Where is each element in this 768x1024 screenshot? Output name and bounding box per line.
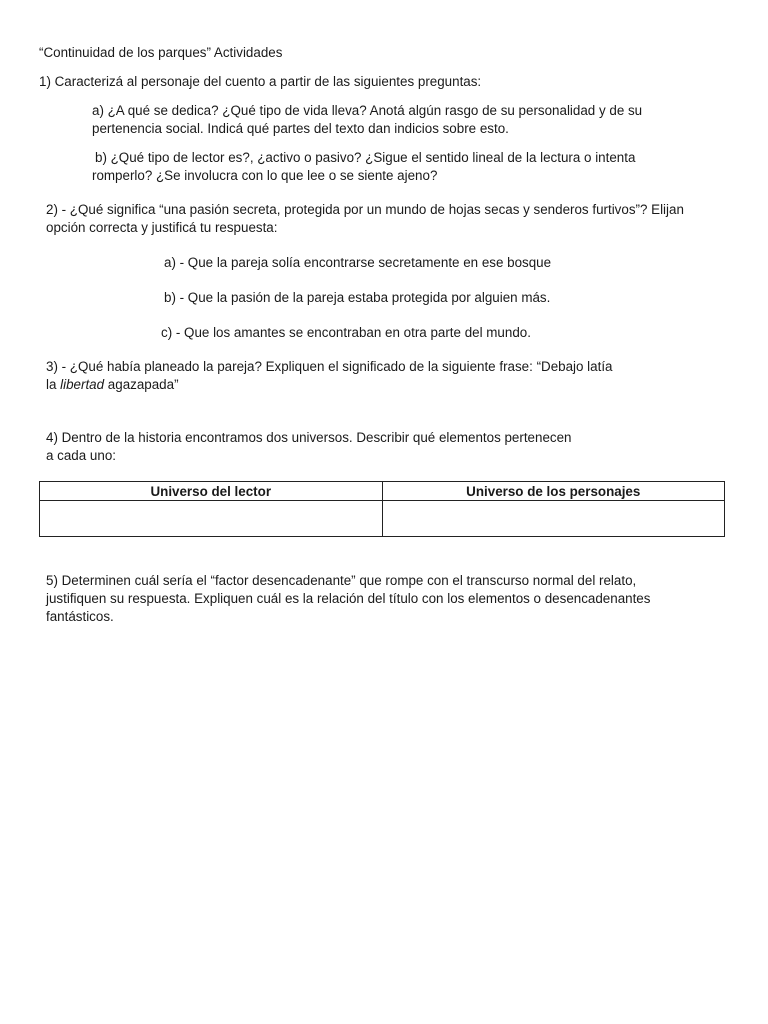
question-1b-line-2: romperlo? ¿Se involucra con lo que lee o se siente ajeno? xyxy=(92,168,438,183)
question-3 xyxy=(46,358,613,394)
question-5-line-1: 5) Determinen cuál sería el “factor desencadenante” que rompe con el transcurso normal del relato, xyxy=(46,573,637,588)
question-5 xyxy=(46,572,650,626)
question-4-line-2: a cada uno: xyxy=(46,448,116,463)
question-5-line-3: fantásticos. xyxy=(46,609,114,624)
universes-table xyxy=(39,481,725,537)
question-4 xyxy=(46,429,572,465)
question-3-italic-word: libertad xyxy=(60,377,105,392)
question-3-line-2-start: la xyxy=(46,377,61,392)
question-1b xyxy=(92,149,636,185)
header-universo-personajes: Universo de los personajes xyxy=(382,482,725,501)
header-universo-lector: Universo del lector xyxy=(40,482,383,501)
universes-table-answer-row xyxy=(40,501,725,537)
question-5-line-2: justifiquen su respuesta. Expliquen cuál es la relación del título con los elementos o desencadenantes xyxy=(46,591,651,606)
question-1a xyxy=(92,102,642,138)
question-1a-line-2: pertenencia social. Indicá qué partes del texto dan indicios sobre esto. xyxy=(92,121,509,136)
question-1a-line-1: a) ¿A qué se dedica? ¿Qué tipo de vida lleva? Anotá algún rasgo de su personalidad y de su xyxy=(92,103,643,118)
question-2-option-a: a) - Que la pareja solía encontrarse secretamente en ese bosque xyxy=(164,255,552,270)
question-3-line-1: 3) - ¿Qué había planeado la pareja? Expliquen el significado de la siguiente frase: “Debajo latía xyxy=(46,359,613,374)
question-2-option-c: c) - Que los amantes se encontraban en otra parte del mundo. xyxy=(161,325,531,340)
question-1-heading: 1) Caracterizá al personaje del cuento a partir de las siguientes preguntas: xyxy=(39,74,482,89)
question-2 xyxy=(46,201,684,237)
answer-cell-personajes[interactable] xyxy=(382,501,725,537)
universes-table-header-row xyxy=(40,482,725,501)
question-4-line-1: 4) Dentro de la historia encontramos dos universos. Describir qué elementos pertenecen xyxy=(46,430,572,445)
question-3-line-2 xyxy=(46,376,613,394)
answer-cell-lector[interactable] xyxy=(40,501,383,537)
document-title: “Continuidad de los parques” Actividades xyxy=(39,45,283,60)
question-2-option-b: b) - Que la pasión de la pareja estaba protegida por alguien más. xyxy=(164,290,551,305)
question-2-line-2: opción correcta y justificá tu respuesta: xyxy=(46,220,278,235)
question-1b-line-1: b) ¿Qué tipo de lector es?, ¿activo o pasivo? ¿Sigue el sentido lineal de la lectura o intenta xyxy=(95,150,636,165)
question-3-line-2-end: agazapada” xyxy=(104,377,179,392)
question-2-line-1: 2) - ¿Qué significa “una pasión secreta, protegida por un mundo de hojas secas y senderos furtivos”? Elijan xyxy=(46,202,684,217)
